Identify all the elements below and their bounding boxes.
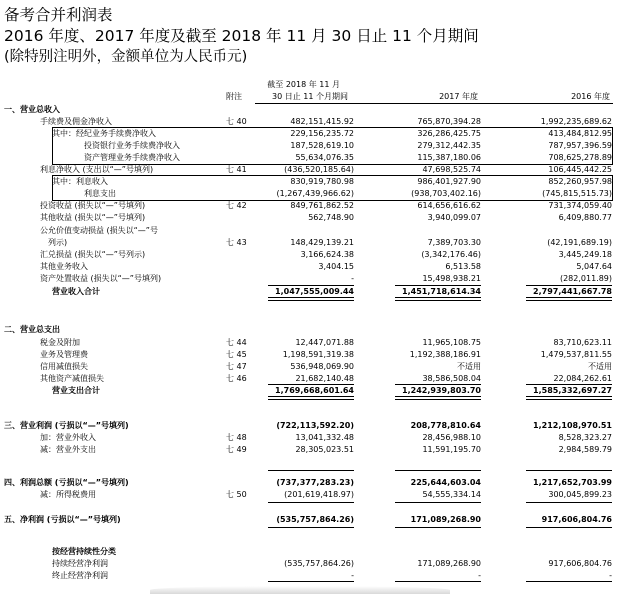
table-row [0,514,630,526]
subtotal-rule [395,527,481,528]
value-2018-11m: 830,919,780.98 [290,177,354,186]
row-label: 列示) [48,238,68,247]
subtotal-rule [395,581,481,582]
value-2016: (42,191,689.19) [547,238,612,247]
subtotal-rule [268,470,354,471]
value-2018-11m: - [351,571,354,580]
bottom-shadow [150,586,450,594]
value-2016: 1,585,332,697.27 [533,386,612,395]
value-2017: 15,498,938.21 [422,274,481,283]
row-label: 持续经营净利润 [52,559,108,568]
value-2018-11m: (535,757,864.26) [276,515,354,524]
value-2016: 8,528,323.27 [558,433,612,442]
total-double-rule [268,297,354,301]
table-row [0,444,630,456]
value-2016: 300,045,899.23 [548,490,612,499]
value-2017: 171,089,268.90 [410,515,481,524]
row-label: 资产管理业务手续费净收入 [84,153,180,162]
row-label: 终止经营净利润 [52,571,108,580]
row-label: 利息支出 [84,189,116,198]
currency-note: (除特别注明外，金额单位为人民币元) [4,49,248,65]
value-2016: 5,047.64 [576,262,612,271]
row-note: 七 46 [226,374,247,383]
table-row [0,477,630,489]
value-2017: 765,870,394.28 [417,117,481,126]
value-2017: 225,644,603.04 [410,478,481,487]
table-row [0,200,630,212]
value-2017: 38,586,508.04 [422,374,481,383]
value-2016: 787,957,396.59 [548,141,612,150]
value-2016: (282,011.89) [559,274,612,283]
value-2016: 不适用 [588,362,612,371]
row-label: 投资银行业务手续费净收入 [84,141,180,150]
table-row [0,432,630,444]
value-2017: 279,312,442.35 [417,141,481,150]
value-2016: 22,084,262.61 [553,374,612,383]
value-2018-11m: 1,047,555,009.44 [275,287,354,296]
value-2017: 47,698,525.74 [422,165,481,174]
row-note: 七 49 [226,445,247,454]
row-label: 按经营持续性分类 [52,547,116,556]
value-2016: 3,445,249.18 [558,250,612,259]
subtotal-rule [268,581,354,582]
row-note: 七 41 [226,165,247,174]
row-label: 其中：经纪业务手续费净收入 [52,129,156,138]
value-2018-11m: 1,198,591,319.38 [282,350,354,359]
row-label: 其他资产减值损失 [40,374,104,383]
value-2018-11m: 229,156,235.72 [290,129,354,138]
subtotal-rule [395,502,481,503]
row-label: 投资收益 (损失以“—”号填列) [40,201,146,210]
row-label: 业务及管理费 [40,350,88,359]
value-2017: 1,242,939,803.70 [402,386,481,395]
value-2018-11m: (1,267,439,966.62) [276,189,354,198]
value-2017: 11,591,195.70 [422,445,481,454]
value-2018-11m: 148,429,139.21 [290,238,354,247]
value-2017: 54,555,334.14 [422,490,481,499]
value-2016: 731,374,059.40 [548,201,612,210]
table-row [0,237,630,249]
row-label: 利息净收入 (支出以“—”号填列) [40,165,154,174]
subtotal-rule [395,470,481,471]
table-row [0,261,630,273]
value-2017: 986,401,927.90 [417,177,481,186]
row-note: 七 40 [226,117,247,126]
detail-box [52,127,613,165]
row-label: 其中：利息收入 [52,177,108,186]
value-2016: 106,445,442.25 [548,165,612,174]
table-row [0,558,630,570]
row-label: 其他收益 (损失以“—”号填列) [40,213,146,222]
value-2017: 28,456,988.10 [422,433,481,442]
value-2017: 614,656,616.62 [417,201,481,210]
value-2017: (3,342,176.46) [421,250,481,259]
total-double-rule [395,396,481,400]
document-subtitle: 2016 年度、2017 年度及截至 2018 年 11 月 30 日止 11 个月期间 [4,27,479,45]
detail-box [52,175,613,201]
value-2018-11m: 849,761,862.52 [290,201,354,210]
row-label: 税金及附加 [40,338,80,347]
row-note: 七 50 [226,490,247,499]
document-title: 备考合并利润表 [4,6,113,24]
row-note: 七 48 [226,433,247,442]
value-2018-11m: 3,404.15 [318,262,354,271]
row-note: 七 42 [226,201,247,210]
value-2017: - [478,571,481,580]
row-label: 其他业务收入 [40,262,88,271]
value-2018-11m: 3,166,624.38 [300,250,354,259]
header-col1-line1: 截至 2018 年 11 月 [267,80,340,89]
value-2016: 1,212,108,970.51 [533,421,612,430]
value-2018-11m: 13,041,332.48 [295,433,354,442]
total-double-rule [526,396,612,400]
table-row [0,324,630,336]
row-note: 七 44 [226,338,247,347]
table-row [0,225,630,237]
value-2017: 1,192,388,186.91 [409,350,481,359]
value-2016: 708,625,278.89 [548,153,612,162]
table-row [0,104,630,116]
row-label: 四、利润总额 (亏损以“—”号填列) [4,478,129,487]
subtotal-rule [526,527,612,528]
table-row [0,212,630,224]
value-2018-11m: (201,619,418.97) [284,490,354,499]
value-2017: 3,940,099.07 [427,213,481,222]
table-row [0,349,630,361]
value-2017: 208,778,810.64 [410,421,481,430]
value-2016: 2,797,441,667.78 [533,287,612,296]
value-2018-11m: (722,113,592.20) [276,421,354,430]
row-label: 二、营业总支出 [4,325,60,334]
row-label: 减：营业外支出 [40,445,96,454]
value-2018-11m: - [351,274,354,283]
value-2016: 1,479,537,811.55 [540,350,612,359]
value-2016: 413,484,812.95 [548,129,612,138]
table-row [0,420,630,432]
table-row [0,489,630,501]
value-2018-11m: 21,682,140.48 [295,374,354,383]
table-row [0,361,630,373]
value-2018-11m: 482,151,415.92 [290,117,354,126]
header-note: 附注 [226,92,242,101]
row-label: 减：所得税费用 [40,490,96,499]
row-label: 三、营业利润 (亏损以“—”号填列) [4,421,129,430]
value-2016: 83,710,623.11 [553,338,612,347]
value-2016: 1,992,235,689.62 [540,117,612,126]
table-row [0,273,630,285]
value-2018-11m: (535,757,864.26) [284,559,354,568]
subtotal-rule [526,384,612,385]
subtotal-rule [526,285,612,286]
subtotal-rule [526,581,612,582]
value-2017: (938,703,402.16) [411,189,481,198]
table-row [0,337,630,349]
header-col3: 2016 年度 [571,92,610,101]
row-label: 汇兑损益 (损失以“—”号列示) [40,250,146,259]
value-2018-11m: 28,305,023.51 [295,445,354,454]
subtotal-rule [526,502,612,503]
value-2017: 115,387,180.06 [417,153,481,162]
row-label: 加：营业外收入 [40,433,96,442]
value-2016: 2,984,589.79 [558,445,612,454]
value-2016: 852,260,957.98 [548,177,612,186]
value-2018-11m: 187,528,619.10 [290,141,354,150]
header-col2: 2017 年度 [439,92,478,101]
value-2017: 11,965,108.75 [422,338,481,347]
value-2016: (745,815,515.73) [542,189,612,198]
value-2018-11m: 55,634,076.35 [295,153,354,162]
value-2016: 6,409,880.77 [558,213,612,222]
value-2018-11m: 562,748.90 [308,213,354,222]
total-double-rule [526,297,612,301]
table-row [0,249,630,261]
row-label: 营业支出合计 [52,386,100,395]
subtotal-rule [268,502,354,503]
value-2018-11m: 12,447,071.88 [295,338,354,347]
subtotal-rule [268,527,354,528]
subtotal-rule [526,470,612,471]
row-label: 手续费及佣金净收入 [40,117,112,126]
value-2018-11m: (737,377,283.23) [276,478,354,487]
row-label: 五、净利润 (亏损以“—”号填列) [4,515,121,524]
row-note: 七 45 [226,350,247,359]
value-2016: - [609,571,612,580]
value-2018-11m: 536,948,069.90 [290,362,354,371]
total-double-rule [268,396,354,400]
row-note: 七 43 [226,238,247,247]
value-2017: 171,089,268.90 [417,559,481,568]
value-2016: 917,606,804.76 [541,515,612,524]
row-label: 信用减值损失 [40,362,88,371]
subtotal-rule [395,384,481,385]
value-2018-11m: (436,520,185.64) [284,165,354,174]
total-double-rule [395,297,481,301]
subtotal-rule [395,285,481,286]
subtotal-rule [268,384,354,385]
value-2017: 1,451,718,614.34 [402,287,481,296]
table-row [0,546,630,558]
row-label: 一、营业总收入 [4,105,60,114]
subtotal-rule [268,285,354,286]
value-2017: 不适用 [457,362,481,371]
value-2016: 917,606,804.76 [548,559,612,568]
header-col1-line2: 30 日止 11 个月期间 [272,92,348,101]
value-2018-11m: 1,769,668,601.64 [275,386,354,395]
row-label: 资产处置收益 (损失以“—”号填列) [40,274,162,283]
value-2017: 6,513.58 [445,262,481,271]
row-note: 七 47 [226,362,247,371]
value-2017: 326,286,425.75 [417,129,481,138]
row-label: 公允价值变动损益 (损失以“—”号 [40,226,158,235]
row-label: 营业收入合计 [52,287,100,296]
value-2016: 1,217,652,703.99 [533,478,612,487]
value-2017: 7,389,703.30 [427,238,481,247]
